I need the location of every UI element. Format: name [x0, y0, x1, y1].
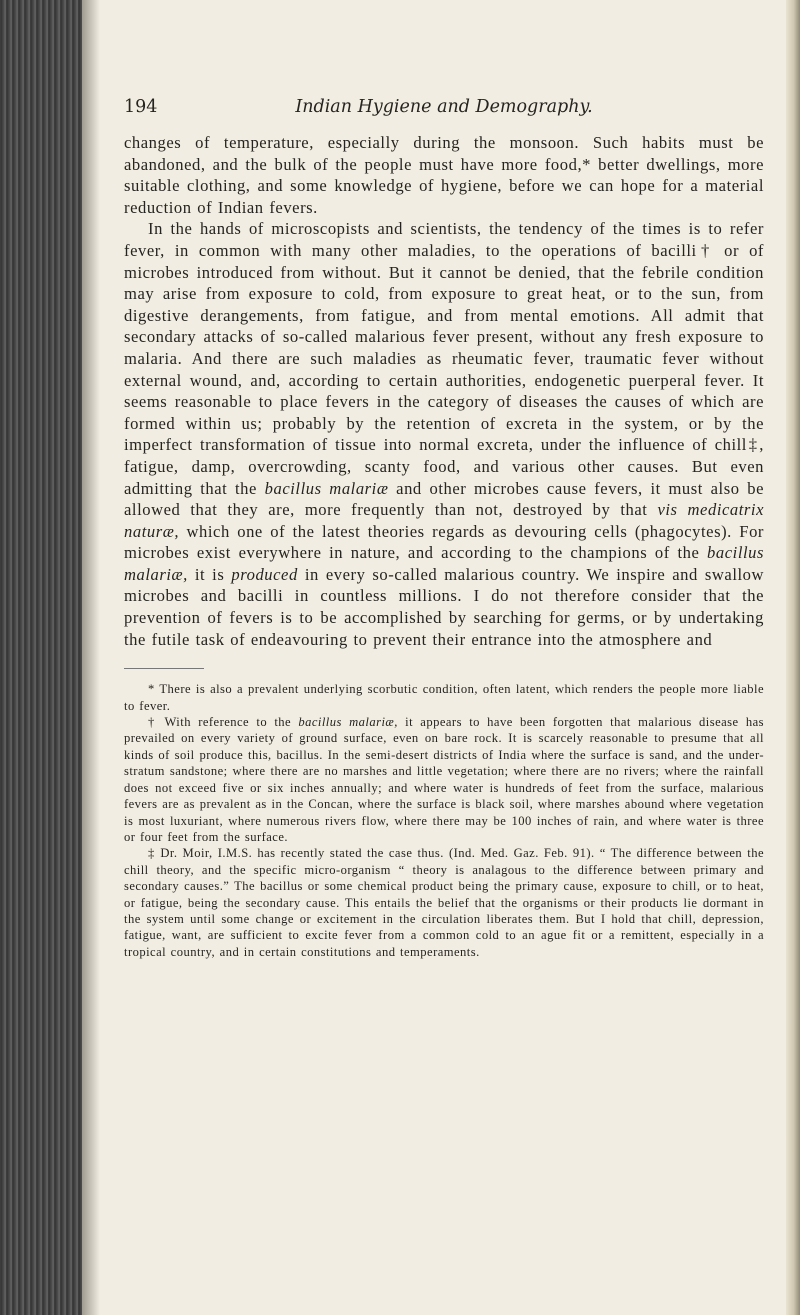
paragraph-2-part-d: it is	[194, 564, 225, 584]
italic-term: vis medicatrix naturæ,	[124, 500, 764, 541]
page-edge	[786, 0, 800, 1315]
book-page	[124, 94, 764, 960]
footnote-2-part-b: it appears to have been forgotten that malarious disease has prevailed on every variety of ground surface, even on bare rock. It is scarcely reasonable to presume that all kinds of soil produce this, bacillus. In the semi-desert districts of India where the surface is sand, and the under-stratum sandstone; where there are no marshes and little vegetation; where there are no rivers; where the rainfall does not exceed five or six inches annually; and where water is hundreds of feet from the surface, malarious fevers are as prevalent as in the Concan, where the surface is black soil, where marshes abound where vegetation is most luxuriant, where numerous rivers flow, where there may be 100 inches of rain, and where water is three or four feet from the surface.	[124, 715, 764, 844]
italic-term: bacillus malariæ,	[298, 715, 398, 730]
footnote-3: ‡ Dr. Moir, I.M.S. has recently stated the case thus. (Ind. Med. Gaz. Feb. 91). “ The difference between the chill theory, and the specific micro-organism “ theory is analagous to the difference between primary and secondary causes.” The bacillus or some chemical product being the primary cause, exposure to chill, or to heat, or fatigue, being the secondary cause. This entails the belief that the organisms or their products lie dormant in the system until some change or excitement in the circulation liberates them. But I hold that chill, depression, fatigue, want, are sufficient to excite fever from a common cold to an ague fit or a remittent, especially in a tropical country, and in certain constitutions and temperaments.	[124, 846, 764, 959]
footnote-2-part-a: † With reference to the	[148, 715, 292, 730]
running-title: Indian Hygiene and Demography.	[295, 97, 593, 117]
footnotes	[124, 681, 764, 960]
paragraph-2-part-e: in every so-called malarious country. We inspire and swallow microbes and bacilli in countless millions. I do not therefore consider that the prevention of fevers is to be accomplished by searching for germs, or by undertaking the futile task of endeavouring to prevent their entrance into the atmosphere and	[124, 564, 765, 649]
paragraph-1: changes of temperature, especially during the monsoon. Such habits must be abandoned, and the bulk of the people must have more food,* better dwellings, more suitable clothing, and some knowledge of hygiene, before we can hope for a material reduction of Indian fevers.	[124, 133, 764, 217]
footnote-rule	[124, 668, 204, 669]
gutter-shade	[82, 0, 100, 1315]
italic-term: bacillus malariæ,	[124, 543, 764, 584]
paragraph-2	[124, 218, 764, 650]
footnote-2	[124, 714, 764, 845]
footnote-1: * There is also a prevalent underlying scorbutic condition, often latent, which renders the people more liable to fever.	[124, 682, 764, 713]
paragraph-2-part-c: which one of the latest theories regards as devouring cells (phagocytes). For microbes exist everywhere in nature, and according to the champions of the	[124, 521, 765, 563]
book-binding-shadow	[0, 0, 82, 1315]
italic-term: bacillus malariæ	[264, 478, 389, 498]
italic-term: produced	[231, 564, 298, 584]
page-header	[124, 94, 764, 120]
paragraph-2-part-a: In the hands of microscopists and scientists, the tendency of the times is to refer fever, in common with many other maladies, to the operations of bacilli† or of microbes introduced from without. But it cannot be denied, that the febrile condition may arise from exposure to cold, from exposure to great heat, or to the sun, from digestive derangements, from fatigue, and from mental emotions. All admit that secondary attacks of so-called malarious fever present, without any fresh exposure to malaria. And there are such maladies as rheumatic fever, traumatic fever without external wound, and, according to certain authorities, endogenetic puerperal fever. It seems reasonable to place fevers in the category of diseases the causes of which are formed within us; probably by the retention of excreta in the system, or by the imperfect transformation of tissue into normal excreta, under the influence of chill‡, fatigue, damp, overcrowding, scanty food, and various other causes. But even admitting that the	[124, 219, 764, 498]
page-number: 194	[124, 97, 158, 117]
body-text	[124, 132, 764, 650]
paragraph-2-part-b: and other microbes cause fevers, it must also be allowed that they are, more frequently than not, destroyed by that	[124, 478, 764, 520]
